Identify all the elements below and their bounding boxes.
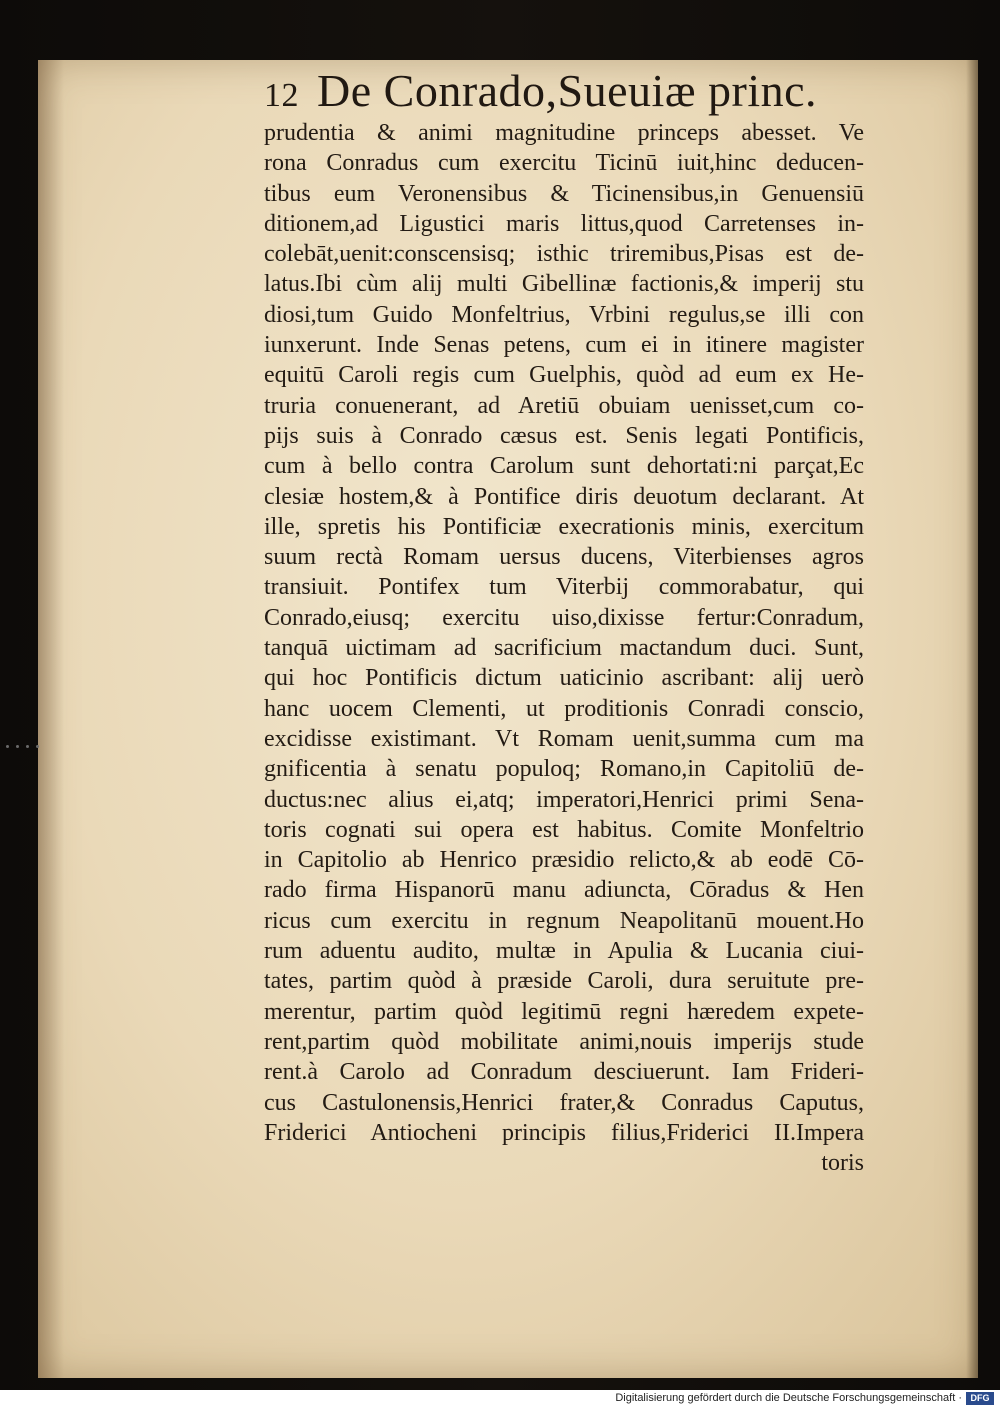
text-line: toris cognati sui opera est habitus. Comite Monfeltrio xyxy=(264,816,864,843)
text-line: suum rectà Romam uersus ducens, Viterbienses agros xyxy=(264,544,864,571)
text-line: ductus:nec alius ei,atq; imperatori,Henrici primi Sena- xyxy=(264,786,864,813)
text-line: tanquā uictimam ad sacrificium mactandum duci. Sunt, xyxy=(264,635,864,662)
dfg-logo: DFG xyxy=(966,1392,994,1405)
text-line: ille, spretis his Pontificiæ execrationis minis, exercitum xyxy=(264,513,864,540)
text-line: ditionem,ad Ligustici maris littus,quod Carretenses in- xyxy=(264,210,864,237)
page-number: 12 xyxy=(264,77,299,114)
text-line: ricus cum exercitu in regnum Neapolitanū mouent.Ho xyxy=(264,907,864,934)
text-line: Friderici Antiocheni principis filius,Friderici II.Impera xyxy=(264,1119,864,1146)
footer-bar xyxy=(0,1390,1000,1408)
text-line: prudentia & animi magnitudine princeps abesset. Ve xyxy=(264,120,864,146)
footer-credit: Digitalisierung gefördert durch die Deutsche Forschungsgemeinschaft · xyxy=(615,1392,962,1404)
text-line: qui hoc Pontificis dictum uaticinio ascribant: alij uerò xyxy=(264,665,864,692)
page-title: De Conrado,Sueuiæ princ. xyxy=(317,65,818,116)
text-line: in Capitolio ab Henrico præsidio relicto,& ab eodē Cō- xyxy=(264,847,864,874)
page-gutter-shadow xyxy=(38,60,64,1378)
margin-marks xyxy=(0,742,46,752)
text-line: rent,partim quòd mobilitate animi,nouis imperijs stude xyxy=(264,1028,864,1055)
text-line: rent.à Carolo ad Conradum desciuerunt. Iam Frideri- xyxy=(264,1059,864,1086)
text-line: colebāt,uenit:conscensisq; isthic triremibus,Pisas est de- xyxy=(264,241,864,268)
text-line: Conrado,eiusq; exercitu uiso,dixisse fertur:Conradum, xyxy=(264,604,864,631)
text-line: diosi,tum Guido Monfeltrius, Vrbini regulus,se illi con xyxy=(264,301,864,328)
text-line: cus Castulonensis,Henrici frater,& Conradus Caputus, xyxy=(264,1089,864,1116)
text-line: rona Conradus cum exercitu Ticinū iuit,hinc deducen- xyxy=(264,150,864,177)
text-line: rado firma Hispanorū manu adiuncta, Cōradus & Hen xyxy=(264,877,864,904)
running-head xyxy=(264,64,864,117)
text-line: merentur, partim quòd legitimū regni hæredem expete- xyxy=(264,998,864,1025)
text-line: truria conuenerant, ad Aretiū obuiam uenisset,cum co- xyxy=(264,392,864,419)
text-line: equitū Caroli regis cum Guelphis, quòd ad eum ex He- xyxy=(264,362,864,389)
text-line: gnificentia à senatu populoq; Romano,in Capitoliū de- xyxy=(264,756,864,783)
text-line: pijs suis à Conrado cæsus est. Senis legati Pontificis, xyxy=(264,422,864,449)
text-line: excidisse existimant. Vt Romam uenit,summa cum ma xyxy=(264,725,864,752)
text-line: iunxerunt. Inde Senas petens, cum ei in itinere magister xyxy=(264,332,864,359)
text-line: rum aduentu audito, multæ in Apulia & Lucania ciui- xyxy=(264,938,864,965)
page-edge-shadow xyxy=(966,60,978,1378)
text-line: tibus eum Veronensibus & Ticinensibus,in Genuensiū xyxy=(264,180,864,207)
text-line: latus.Ibi cùm alij multi Gibellinæ factionis,& imperij stu xyxy=(264,271,864,298)
text-line: transiuit. Pontifex tum Viterbij commorabatur, qui xyxy=(264,574,864,601)
text-line: clesiæ hostem,& à Pontifice diris deuotum declarant. At xyxy=(264,483,864,510)
catchword: toris xyxy=(821,1150,864,1177)
text-line: cum à bello contra Carolum sunt dehortati:ni parçat,Ec xyxy=(264,453,864,480)
text-line: hanc uocem Clementi, ut proditionis Conradi conscio, xyxy=(264,695,864,722)
text-line: tates, partim quòd à præside Caroli, dura seruitute pre- xyxy=(264,968,864,995)
body-text xyxy=(264,118,864,1178)
